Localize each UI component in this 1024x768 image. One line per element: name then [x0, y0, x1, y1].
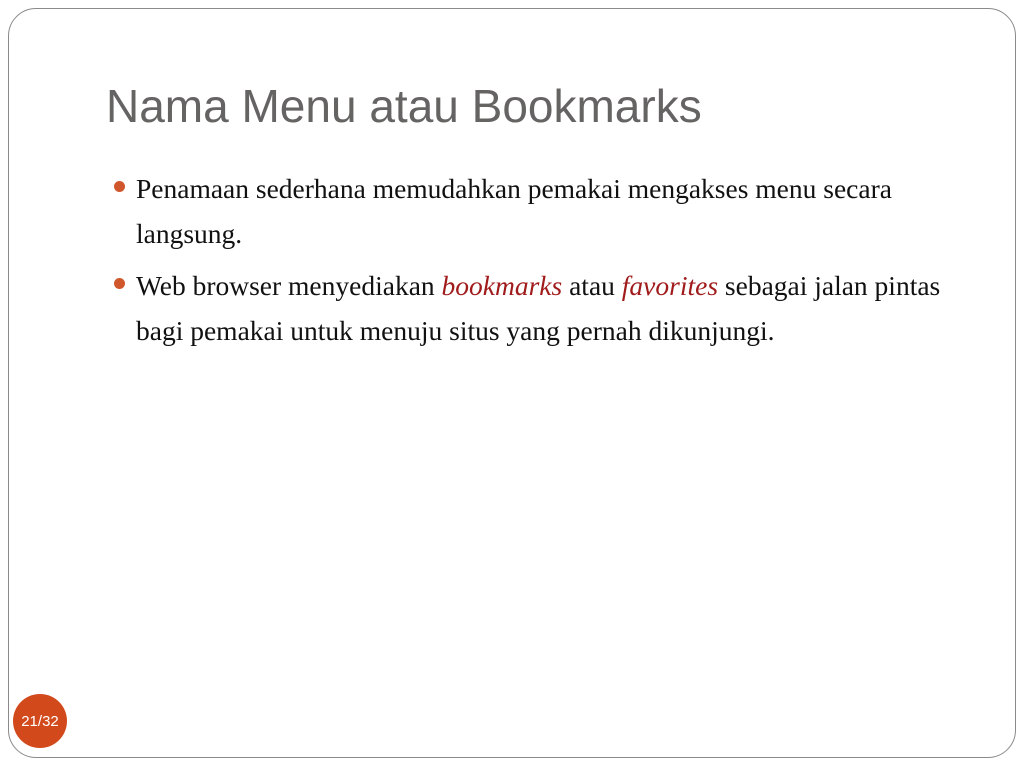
- page-number: 21/32: [21, 712, 59, 730]
- bullet-item: [114, 166, 974, 256]
- bullet-text-part: sebagai jalan pintas bagi pemakai untuk menuju situs yang pernah dikunjungi.: [136, 270, 941, 346]
- emphasis-favorites: favorites: [621, 270, 719, 301]
- bullet-list: [114, 166, 974, 360]
- bullet-item: [114, 263, 974, 353]
- slide-title: Nama Menu atau Bookmarks: [106, 80, 702, 132]
- bullet-dot-icon: [114, 181, 125, 192]
- bullet-dot-icon: [114, 278, 125, 289]
- page-number-badge: [13, 694, 67, 748]
- bullet-text-part: Web browser menyediakan: [136, 270, 442, 301]
- bullet-text: Penamaan sederhana memudahkan pemakai mengakses menu secara langsung.: [136, 173, 892, 249]
- emphasis-bookmarks: bookmarks: [441, 270, 563, 301]
- bullet-text-part: atau: [562, 270, 622, 301]
